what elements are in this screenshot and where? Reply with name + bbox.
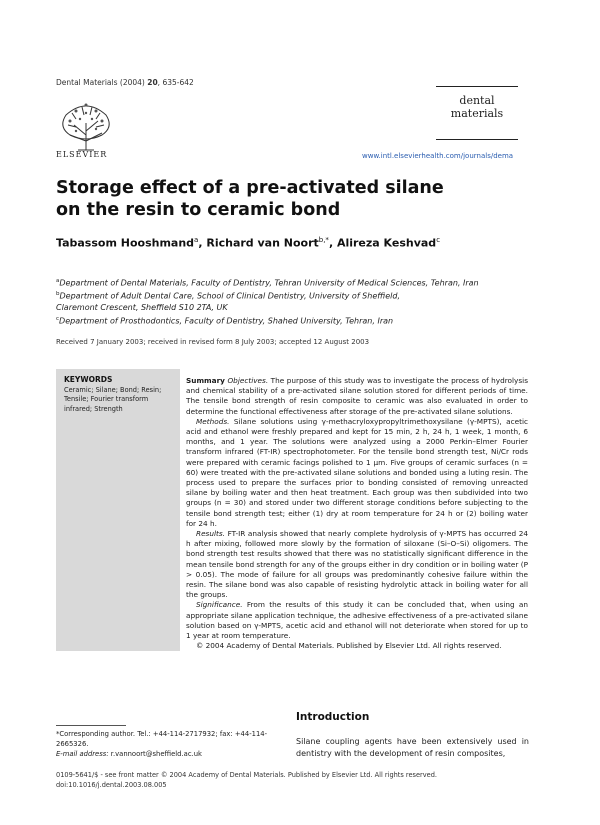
abstract-methods [186, 417, 528, 529]
author-name: Tabassom Hooshmand [56, 236, 195, 250]
affiliation-sup: b [56, 291, 60, 298]
title-line-2: on the resin to ceramic bond [56, 200, 341, 220]
abstract-results [186, 529, 528, 600]
footnote-rule [56, 725, 126, 726]
affiliation-b [56, 289, 546, 302]
affiliation-text: Department of Dental Materials, Faculty of Dentistry, Tehran University of Medical Sciences, Tehran, Iran [59, 278, 479, 288]
results-text: FT-IR analysis showed that nearly complete hydrolysis of γ-MPTS has occurred 24 h after mixing, followed more slowly by the formation of siloxane (Si–O–Si) oligomers. The bond strength test results showed that there was no statistically significant difference in the mean tensile bond strength for any of the groups either in dry condition or in boiling water (P > 0.05). The mode of failure for all groups was predominantly cohesive failure within the resin. The silane bond was also capable of resisting hydrolytic attack in boiling water for all the groups. [186, 529, 528, 600]
objectives-label: Objectives. [227, 376, 269, 385]
results-label: Results. [196, 529, 225, 539]
publisher-name: ELSEVIER [56, 150, 108, 159]
email-label: E-mail address: [56, 750, 109, 758]
methods-text: Silane solutions using γ-methacryloxypropyltrimethoxysilane (γ-MPTS), acetic acid and ethanol were freshly prepared and kept for 15 min, 2 h, 24 h, 1 week, 1 month, 6 months, and 1 year. The solutions were analyzed using a 2000 Perkin–Elmer Fourier transform infrared (FT-IR) spectrophotometer. For the tensile bond strength test, Ni/Cr rods were prepared with ceramic facings polished to 1 μm. Five groups of ceramic surfaces (n = 60) were treated with the pre-activated silane solutions and bonded using a luting resin. The process used to prepare the surfaces prior to bonding consisted of removing unreacted silane by boiling water and then heat treatment. Each group was then subdivided into two groups (n = 30) and stored under two different storage conditions before subjecting to the tensile bond strength test; either (1) dry at room temperature for 24 h or (2) boiling water for 24 h. [186, 416, 528, 528]
journal-ref-prefix: Dental Materials (2004) [56, 78, 148, 87]
journal-url[interactable]: www.intl.elsevierhealth.com/journals/dema [362, 152, 514, 160]
journal-logo-bottom-rule [436, 139, 518, 140]
author-separator: , [328, 236, 337, 250]
affiliation-b-cont [56, 302, 546, 314]
email-line [56, 749, 281, 759]
journal-name-line2: materials [450, 107, 504, 120]
front-matter-footer [56, 770, 437, 790]
keywords-list: Ceramic; Silane; Bond; Resin; Tensile; Fourier transform infrared; Strength [64, 386, 162, 413]
article-title [56, 177, 456, 221]
abstract [186, 376, 528, 651]
summary-label: Summary [186, 376, 225, 385]
methods-label: Methods. [196, 416, 230, 426]
elsevier-tree-logo [56, 95, 116, 157]
keywords-title: KEYWORDS [64, 375, 113, 384]
footnote [56, 729, 281, 759]
journal-logo-top-rule [436, 86, 518, 87]
journal-logo [436, 94, 518, 120]
author-list [56, 236, 440, 250]
introduction-heading: Introduction [296, 711, 370, 723]
significance-text: From the results of this study it can be concluded that, when using an appropriate silane application technique, the adhesive effectiveness of a pre-activated silane solution based on γ-MPTS, acetic acid and ethanol will not deteriorate when stored for up to 1 year at room temperature. [186, 600, 528, 641]
affiliation-text: Department of Adult Dental Care, School of Clinical Dentistry, University of Sheffield, [59, 291, 401, 301]
author-sup: c [436, 236, 441, 244]
abstract-copyright: © 2004 Academy of Dental Materials. Published by Elsevier Ltd. All rights reserved. [196, 641, 502, 651]
introduction-text: Silane coupling agents have been extensively used in dentistry with the development of resin composites, [296, 737, 529, 758]
email-address[interactable]: r.vannoort@sheffield.ac.uk [110, 750, 202, 758]
affiliation-text: Department of Prosthodontics, Faculty of Dentistry, Shahed University, Tehran, Iran [59, 316, 394, 326]
title-line-1: Storage effect of a pre-activated silane [56, 178, 444, 198]
front-matter-line: 0109-5641/$ - see front matter © 2004 Academy of Dental Materials. Published by Elsevier Ltd. All rights reserved. [56, 771, 437, 779]
journal-volume: 20 [147, 78, 158, 87]
abstract-significance [186, 600, 528, 641]
affiliation-sup: a [56, 278, 60, 284]
affiliation-c [56, 314, 546, 327]
journal-pages: , 635-642 [157, 78, 194, 87]
affiliation-a [56, 276, 546, 289]
corresponding-author: *Corresponding author. Tel.: +44-114-2717932; fax: +44-114-2665326. [56, 730, 268, 748]
author-name: Alireza Keshvad [336, 236, 437, 250]
received-dates: Received 7 January 2003; received in revised form 8 July 2003; accepted 12 August 2003 [56, 338, 370, 346]
author-separator: , [198, 236, 207, 250]
affiliation-text: Claremont Crescent, Sheffield S10 2TA, UK [56, 303, 228, 313]
affiliation-sup: c [56, 315, 60, 322]
objectives-text: The purpose of this study was to investigate the process of hydrolysis and chemical stability of a pre-activated silane solution stored for different periods of time. The tensile bond strength of resin composite to ceramic was also evaluated in order to determine the functional effectiveness after storage of the pre-activated silane solutions. [186, 376, 528, 416]
significance-label: Significance. [196, 600, 243, 610]
journal-reference [56, 78, 194, 87]
author-name: Richard van Noort [206, 236, 319, 250]
author-sup: a [194, 236, 199, 244]
doi-line: doi:10.1016/j.dental.2003.08.005 [56, 781, 167, 789]
abstract-objectives [186, 376, 528, 417]
author-sup: b,* [318, 236, 329, 244]
journal-name-line1: dental [459, 94, 495, 107]
affiliations [56, 276, 546, 327]
